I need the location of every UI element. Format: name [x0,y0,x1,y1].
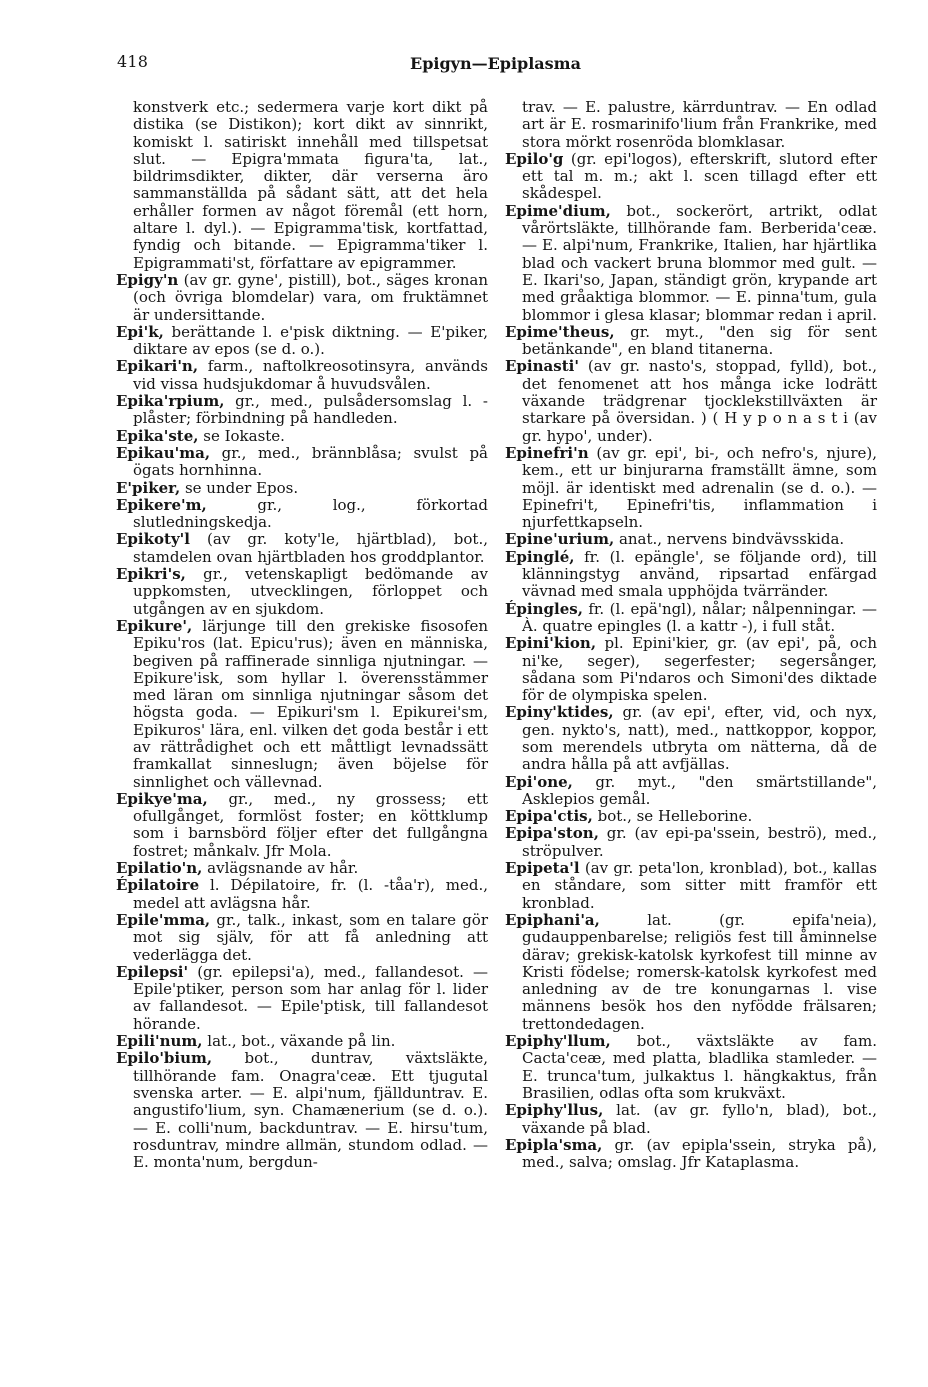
dictionary-entry [505,445,877,531]
entry-text: fr. (l. epängle', se följande ord), till klänningstyg använd, ripsartad enfärgad vävnad med smala upphöjda tvärränder. [522,547,877,601]
entry-text: (gr. epilepsi'a), med., fallandesot. — Epile'ptiker, person som har anlag för l. lider av fallandesot. — Epile'ptisk, till fallandesot hörande. [133,962,488,1033]
entry-text: konstverk etc.; sedermera varje kort dikt på distika (se Distikon); kort dikt av sinnrikt, komiskt l. satiriskt innehåll med tillspetsat slut. — Epigra'mmata figura'ta, lat., bildrimsdikter, dikter, där verserna äro sammanställda på sådant sätt, att det hela erhåller formen av något föremål (ett horn, altare l. dyl.). — Epigramma'tisk, kortfattad, fyndig och bitande. — Epigramma'tiker l. Epigrammati'st, författare av epigrammer. [133,98,488,272]
dictionary-entry [116,324,488,359]
entry-text: lat. (av gr. fyllo'n, blad), bot., växande på blad. [522,1101,877,1137]
entry-headword: Epikri's, [116,565,186,584]
entry-headword: Epinefri'n [505,443,589,462]
entry-text: gr., vetenskapligt bedömande av uppkomsten, utvecklingen, förloppet och utgången av en sjukdom. [133,565,488,618]
entry-headword: Epipa'ston, [505,824,599,843]
dictionary-entry [505,635,877,704]
entry-headword: Epini'kion, [505,634,597,653]
entry-text: (gr. epi'logos), efterskrift, slutord efter ett tal m. m.; akt l. scen tillagd efter ett skådespel. [522,149,877,203]
entry-text: lärjunge till den grekiske fisosofen Epiku'ros (lat. Epicu'rus); även en människa, begiven på raffinerade sinnliga njutningar. — Epikure'isk, som hyllar l. överensstämmer med läran om sinnliga njutningar såsom det högsta goda. — Epikuri'sm l. Epikurei'sm, Epikuros' lära, enl. vilken det goda består i ett av rättrådighet och ett måttligt levnadssätt framkallat sinneslugn; även böjelse för sinnlighet och vällevnad. [133,616,488,791]
right-column [505,99,877,1171]
dictionary-entry [505,1102,877,1137]
entry-headword: Epi'k, [116,322,164,341]
dictionary-entry [116,445,488,480]
entry-headword: Epigy'n [116,270,179,289]
entry-text: gr. myt., "den smärtstillande", Asklepios gemål. [522,772,877,808]
dictionary-entry [505,531,877,548]
dictionary-entry [116,272,488,324]
entry-text: gr., med., brännblåsa; svulst på ögats hornhinna. [133,443,488,480]
dictionary-entry [505,549,877,601]
dictionary-entry [116,1050,488,1171]
entry-headword: Epikye'ma, [116,789,208,808]
dictionary-entry [505,151,877,203]
entry-headword: Epikure', [116,616,193,635]
entry-text: (av gr. epi', bi-, och nefro's, njure), kem., ett ur binjurarna framställt ämne, som möjl. är identiskt med adrenalin (se d. o.). — Epinefri't, Epinefri'tis, inflammation i njurfettkapseln. [522,443,877,532]
entry-headword: Epikari'n, [116,357,199,376]
dictionary-entry [505,324,877,359]
entry-text: gr. (av epipla'ssein, stryka på), med., salva; omslag. Jfr Kataplasma. [522,1135,877,1172]
entry-headword: Epime'theus, [505,322,615,341]
entry-headword: Epiphy'llum, [505,1032,611,1051]
entry-text: anat., nervens bindvävsskida. [618,530,845,549]
entry-text: se Iokaste. [203,426,285,445]
entry-text: gr., log., förkortad slutledningskedja. [133,495,488,532]
entry-headword: Epime'dium, [505,201,611,220]
entry-headword: Épilatoire [116,876,200,895]
entry-headword: Epiny'ktides, [505,703,614,722]
entry-headword: Epika'rpium, [116,392,225,411]
entry-headword: Epilo'bium, [116,1049,213,1068]
entry-text: gr. myt., "den sig för sent betänkande", en bland titanerna. [522,322,877,359]
entry-headword: Epili'num, [116,1032,203,1051]
entry-headword: Epikere'm, [116,495,207,514]
entry-headword: Epipa'ctis, [505,807,593,826]
dictionary-entry [116,99,488,272]
entry-text: gr., talk., inkast, som en talare gör mot sig själv, för att få anledning att vederlägga det. [133,910,488,964]
entry-text: l. Dépilatoire, fr. (l. -tåa'r), med., medel att avlägsna hår. [133,876,488,912]
dictionary-entry [116,428,488,445]
entry-headword: Epipeta'l [505,859,580,878]
dictionary-entry [116,791,488,860]
entry-headword: Epilepsi' [116,962,189,981]
entry-text: bot., sockerört, artrikt, odlat vårörtsläkte, tillhörande fam. Berberida'ceæ. — E. alpi'num, Frankrike, Italien, har hjärtlika blad och vackert bruna blommor med gult. — E. Ikari'so, Japan, ständigt grön, krypande art med gråaktiga blommor. — E. pinna'tum, gula blommor i glesa klasar; blommar redan i april. [522,201,877,324]
entry-headword: Epinasti' [505,357,579,376]
dictionary-entry [505,1137,877,1172]
entry-headword: Epile'mma, [116,910,211,929]
dictionary-entry [116,1033,488,1050]
entry-text: (av gr. nasto's, stoppad, fylld), bot., det fenomenet att hos många icke lodrätt växande trädgrenar tjocklekstillväxten är starkare på översidan. ) ( H y p o n a s t i (av gr. hypo', under). [522,357,877,445]
entry-text: fr. (l. epä'ngl), nålar; nålpenningar. — À. quatre epingles (l. a kattr -), i full ståt. [522,599,877,635]
dictionary-entry [505,774,877,809]
entry-text: avlägsnande av hår. [207,859,359,878]
entry-headword: Epikau'ma, [116,443,211,462]
entry-headword: Epiphy'llus, [505,1101,604,1120]
entry-text: berättande l. e'pisk diktning. — E'piker, diktare av epos (se d. o.). [133,322,488,359]
dictionary-entry [505,99,877,151]
dictionary-entry [116,860,488,877]
dictionary-entry [505,203,877,324]
dictionary-entry [116,912,488,964]
entry-text: bot., växtsläkte av fam. Cacta'ceæ, med platta, bladlika stamleder. — E. trunca'tum, julkaktus l. hängkaktus, från Brasilien, odlas ofta som krukväxt. [522,1032,877,1102]
page-number: 418 [117,52,149,71]
dictionary-entry [116,877,488,912]
entry-text: gr., med., pulsådersomslag l. -plåster; förbindning på handleden. [133,392,488,428]
entry-text: bot., se Helleborine. [597,807,753,826]
entry-headword: Epipla'sma, [505,1135,603,1154]
entry-headword: Epilo'g [505,149,564,168]
entry-text: gr., med., ny grossess; ett ofullgånget, formlöst foster; en köttklump som i barnsbörd följer efter det fullgångna fostret; månkalv. Jfr Mola. [133,789,488,860]
entry-text: (av gr. gyne', pistill), bot., säges kronan (och övriga blomdelar) vara, om fruktämnet är undersittande. [133,270,488,324]
entry-text: gr. (av epi', efter, vid, och nyx, gen. nykto's, natt), med., nattkoppor, koppor, som merendels utbryta om nätterna, då de andra hålla på att avfjällas. [522,703,877,774]
dictionary-entry [505,825,877,860]
dictionary-entry [116,480,488,497]
entry-headword: Epi'one, [505,772,573,791]
dictionary-entry [505,912,877,1033]
entry-headword: Epilatio'n, [116,859,203,878]
entry-text: se under Epos. [184,478,299,497]
left-column [116,99,488,1171]
entry-headword: E'piker, [116,478,181,497]
entry-text: lat. (gr. epifa'neia), gudauppenbarelse; religiös fest till åminnelse därav; grekisk-katolsk kyrkofest till minne av Kristi födelse; romersk-katolsk kyrkofest med anledning av de tre konungarnas l. vise männens besök hos den nyfödde frälsaren; trettondedagen. [522,910,877,1033]
dictionary-entry [505,358,877,444]
entry-headword: Epine'urium, [505,530,615,549]
entry-text: (av gr. peta'lon, kronblad), bot., kallas en ståndare, som sitter mitt framför ett kronblad. [522,859,877,912]
entry-text: trav. — E. palustre, kärrduntrav. — En odlad art är E. rosmarinifo'lium från Frankrike, med stora mörkt rosenröda blomklasar. [522,98,877,151]
dictionary-entry [505,808,877,825]
dictionary-entry [505,860,877,912]
dictionary-entry [116,566,488,618]
entry-text: pl. Epini'kier, gr. (av epi', på, och ni'ke, seger), segerfester; segersånger, sådana som Pi'ndaros och Simoni'des diktade för de olympiska spelen. [522,634,877,705]
dictionary-entry [116,618,488,791]
dictionary-entry [116,358,488,393]
entry-headword: Épingles, [505,599,583,618]
dictionary-entry [116,393,488,428]
dictionary-entry [505,704,877,773]
running-head: Epigyn—Epiplasma [410,54,581,73]
dictionary-entry [505,601,877,636]
entry-headword: Epiphani'a, [505,910,600,929]
entry-headword: Epinglé, [505,547,575,566]
dictionary-entry [116,497,488,532]
entry-text: (av gr. koty'le, hjärtblad), bot., stamdelen ovan hjärtbladen hos groddplantor. [133,530,488,566]
dictionary-entry [116,531,488,566]
entry-text: farm., naftolkreosotinsyra, används vid vissa hudsjukdomar å huvudsvålen. [133,357,488,393]
entry-headword: Epika'ste, [116,426,199,445]
entry-text: gr. (av epi-pa'ssein, beströ), med., ströpulver. [522,824,877,860]
entry-headword: Epikoty'l [116,530,190,549]
entry-text: bot., duntrav, växtsläkte, tillhörande fam. Onagra'ceæ. Ett tjugutal svenska arter. — E. alpi'num, fjällduntrav. E. angustifo'lium, syn. Chamænerium (se d. o.). — E. colli'num, backduntrav. — E. hirsu'tum, rosduntrav, mindre allmän, stundom odlad. — E. monta'num, bergdun- [133,1049,488,1172]
dictionary-entry [116,964,488,1033]
entry-text: lat., bot., växande på lin. [207,1032,396,1051]
dictionary-entry [505,1033,877,1102]
